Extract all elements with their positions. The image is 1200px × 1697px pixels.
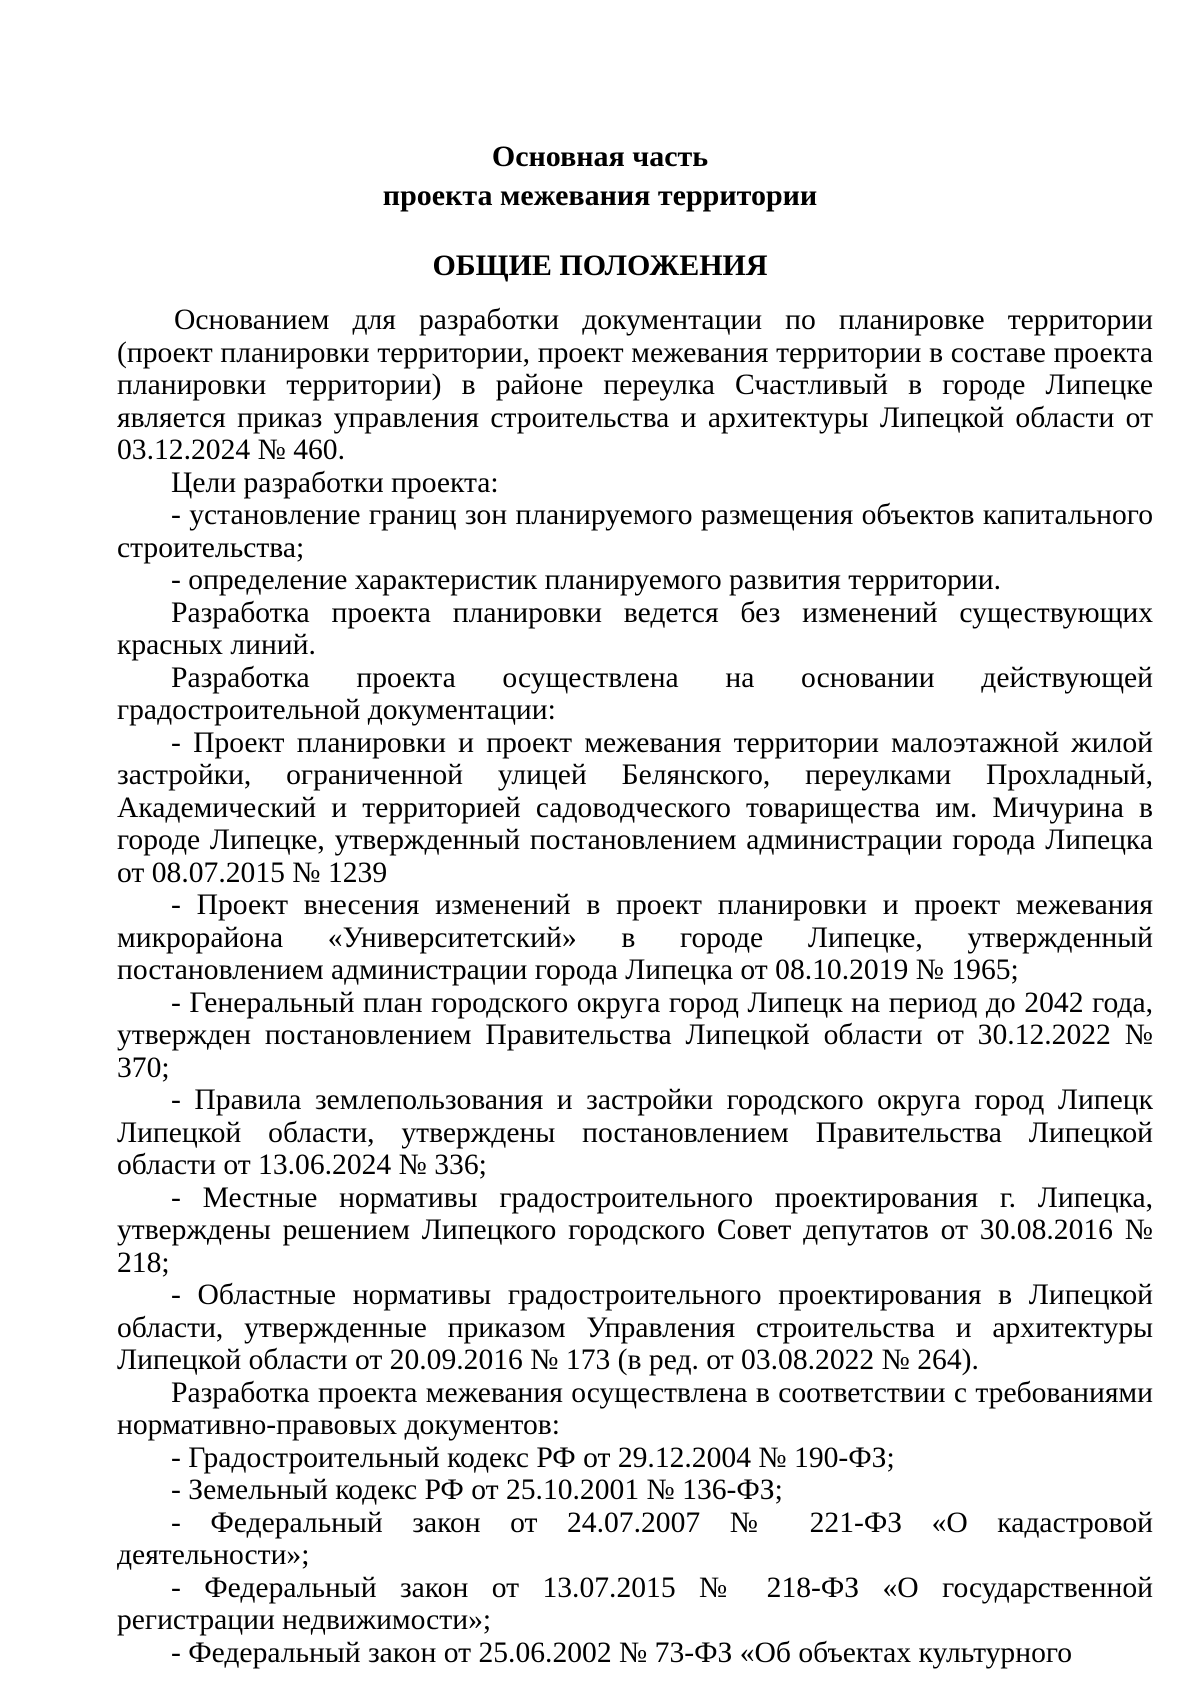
paragraph-red-lines: Разработка проекта планировки ведется без изменений существующих красных линий. [117,596,1153,661]
paragraph-goals: Цели разработки проекта: [171,466,499,499]
list-item-law: - Земельный кодекс РФ от 25.10.2001 № 136-ФЗ; [171,1474,783,1506]
paragraph-basis: Основанием для разработки документации по планировке территории (проект планировки территории, проект межевания территории в составе проекта планировки территории) в районе переулка Счастливый в городе Липецке является приказ управления строительства и архитектуры Липецкой области от 03.12.2024 № 460. [117,304,1153,466]
list-item-goal: - определение характеристик планируемого развития территории. [171,564,1001,596]
list-item-document: - Проект внесения изменений в проект планировки и проект межевания микрорайона «Университетский» в городе Липецке, утвержденный постановлением администрации города Липецка от 08.10.2019 № 1965; [117,889,1153,986]
list-item-document: - Правила землепользования и застройки городского округа город Липецк Липецкой области, утверждены постановлением Правительства Липецкой области от 13.06.2024 № 336; [117,1084,1153,1181]
document-body [117,304,1153,1669]
list-item-document: - Проект планировки и проект межевания территории малоэтажной жилой застройки, ограниченной улицей Белянского, переулками Прохладный, Академический и территорией садоводческого товарищества им. Мичурина в городе Липецке, утвержденный постановлением администрации города Липецка от 08.07.2015 № 1239 [117,726,1153,889]
list-item-law: - Федеральный закон от 13.07.2015 № 218-ФЗ «О государственной регистрации недвижимости»; [117,1571,1153,1636]
list-item-document: - Генеральный план городского округа город Липецк на период до 2042 года, утвержден постановлением Правительства Липецкой области от 30.12.2022 № 370; [117,986,1153,1084]
list-item-document: - Областные нормативы градостроительного проектирования в Липецкой области, утвержденные приказом Управления строительства и архитектуры Липецкой области от 20.09.2016 № 173 (в ред. от 03.08.2022 № 264). [117,1279,1153,1376]
section-heading: ОБЩИЕ ПОЛОЖЕНИЯ [432,249,768,282]
paragraph-regulations: Разработка проекта межевания осуществлена в соответствии с требованиями нормативно-правовых документов: [117,1376,1153,1441]
list-item-law: - Градостроительный кодекс РФ от 29.12.2004 № 190-ФЗ; [171,1441,895,1474]
paragraph-documentation: Разработка проекта осуществлена на основании действующей градостроительной документации: [117,661,1153,726]
document-title-line-2: проекта межевания территории [382,179,818,212]
list-item-law: - Федеральный закон от 25.06.2002 № 73-ФЗ «Об объектах культурного [171,1636,1073,1669]
list-item-goal: - установление границ зон планируемого размещения объектов капитального строительства; [117,499,1153,564]
document-title-line-1: Основная часть [491,140,709,173]
list-item-law: - Федеральный закон от 24.07.2007 № 221-ФЗ «О кадастровой деятельности»; [117,1506,1153,1571]
list-item-document: - Местные нормативы градостроительного проектирования г. Липецка, утверждены решением Липецкого городского Совет депутатов от 30.08.2016 № 218; [117,1181,1153,1279]
